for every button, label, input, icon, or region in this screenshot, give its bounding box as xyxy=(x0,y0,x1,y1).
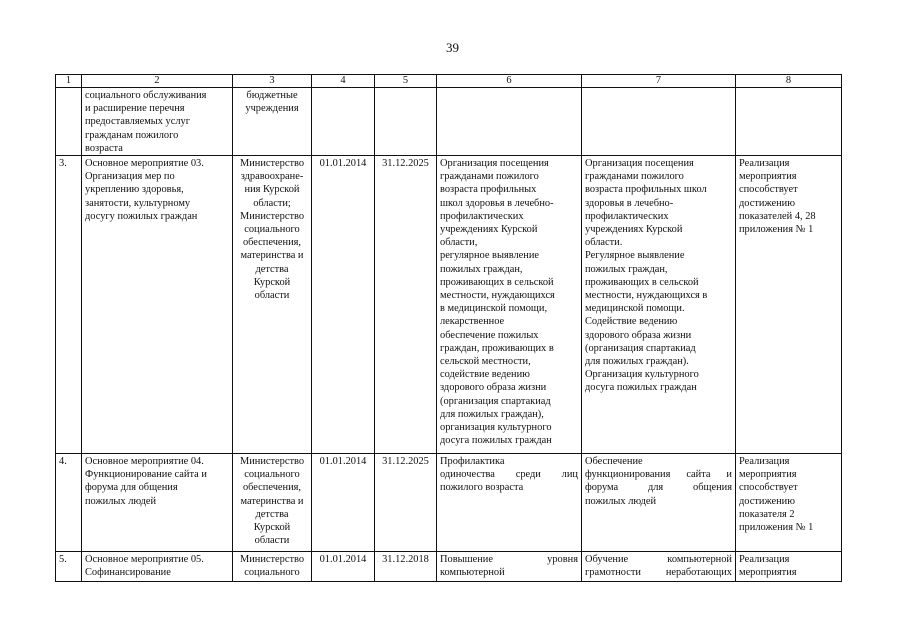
cell-line: Министерство xyxy=(239,158,305,170)
indicator-link-cell xyxy=(736,454,842,552)
result-description-cell xyxy=(437,552,582,582)
start-date-cell xyxy=(312,88,375,156)
cell-line: показателей 4, 28 xyxy=(739,210,816,222)
cell-line: содействие ведению xyxy=(440,369,530,381)
header-cell: 6 xyxy=(437,75,582,88)
cell-line: грамотности неработающих xyxy=(585,567,732,579)
cell-line: социального xyxy=(244,469,300,481)
cell-line: области, xyxy=(440,237,478,249)
cell-line: приложения № 1 xyxy=(739,522,814,534)
implementation-cell xyxy=(582,88,736,156)
cell-line: приложения № 1 xyxy=(739,224,814,236)
result-description-cell xyxy=(437,454,582,552)
header-cell: 3 xyxy=(233,75,312,88)
cell-line: сельской местности, xyxy=(440,356,531,368)
cell-line: области; xyxy=(253,197,291,209)
end-date-cell: 31.12.2018 xyxy=(375,552,437,582)
cell-line: мероприятия xyxy=(739,171,797,183)
cell-line: Министерство xyxy=(239,554,305,566)
cell-line: здоровья в лечебно- xyxy=(585,197,674,209)
cell-line: пожилых людей xyxy=(585,495,657,507)
cell-line: Содействие ведению xyxy=(585,316,678,328)
cell-line: возраста профильных xyxy=(440,184,537,196)
cell-line: организация культурного xyxy=(440,422,552,434)
executor-cell xyxy=(233,454,312,552)
cell-line: обеспечения, xyxy=(242,237,302,249)
cell-line: в медицинской помощи, xyxy=(440,303,548,315)
cell-line: ния Курской xyxy=(244,184,300,196)
cell-line: мероприятия xyxy=(739,469,797,481)
measure-name-cell xyxy=(82,454,233,552)
cell-line: социального xyxy=(244,567,300,579)
cell-line: гражданам пожилого xyxy=(85,129,179,141)
table-row xyxy=(56,454,842,552)
table-row xyxy=(56,88,842,156)
cell-line: Организация посещения xyxy=(440,158,549,170)
cell-line: предоставляемых услуг xyxy=(85,116,191,128)
executor-cell xyxy=(233,156,312,454)
cell-line: области xyxy=(254,290,290,302)
cell-line: для пожилых граждан), xyxy=(440,408,544,420)
cell-line: пожилых граждан, xyxy=(440,263,523,275)
indicator-link-cell xyxy=(736,88,842,156)
cell-line: материнства и xyxy=(240,495,304,507)
indicator-link-cell xyxy=(736,156,842,454)
implementation-cell xyxy=(582,156,736,454)
implementation-cell xyxy=(582,454,736,552)
cell-line: детства xyxy=(255,263,289,275)
executor-cell xyxy=(233,88,312,156)
cell-line: способствует xyxy=(739,184,798,196)
cell-line: Организация мер по xyxy=(85,171,175,183)
cell-line: (организация спартакиад xyxy=(440,395,551,407)
cell-line: проживающих в сельской xyxy=(585,276,699,288)
cell-line: учреждениях Курской xyxy=(585,224,683,236)
cell-line: Функционирование сайта и xyxy=(85,469,207,481)
cell-line: школ здоровья в лечебно- xyxy=(440,197,554,209)
header-cell: 8 xyxy=(736,75,842,88)
cell-line: Обеспечение xyxy=(585,456,643,468)
row-number-cell: 3. xyxy=(56,156,82,454)
header-cell: 1 xyxy=(56,75,82,88)
cell-line: Профилактика xyxy=(440,456,505,468)
measure-name-cell xyxy=(82,552,233,582)
measure-name-cell xyxy=(82,88,233,156)
cell-line: Организация культурного xyxy=(585,369,699,381)
cell-line: медицинской помощи. xyxy=(585,303,685,315)
end-date-cell: 31.12.2025 xyxy=(375,156,437,454)
table-header-row xyxy=(56,75,842,88)
cell-line: Курской xyxy=(253,522,291,534)
cell-line: (организация спартакиад xyxy=(585,342,696,354)
table-row xyxy=(56,552,842,582)
row-number-cell: 5. xyxy=(56,552,82,582)
start-date-cell: 01.01.2014 xyxy=(312,156,375,454)
cell-line: гражданами пожилого xyxy=(440,171,539,183)
cell-line: для пожилых граждан). xyxy=(585,356,689,368)
cell-line: Организация посещения xyxy=(585,158,694,170)
cell-line: детства xyxy=(255,508,289,520)
cell-line: и расширение перечня xyxy=(85,103,185,115)
cell-line: материнства и xyxy=(240,250,304,262)
cell-line: пожилых людей xyxy=(85,495,157,507)
cell-line: местности, нуждающихся в xyxy=(585,290,708,302)
cell-line: достижению xyxy=(739,197,795,209)
cell-line: проживающих в сельской xyxy=(440,276,554,288)
cell-line: Обучение компьютерной xyxy=(585,554,732,566)
result-description-cell xyxy=(437,88,582,156)
cell-line: здорового образа жизни xyxy=(440,382,547,394)
cell-line: обеспечения, xyxy=(242,482,302,494)
indicator-link-cell xyxy=(736,552,842,582)
cell-line: граждан, проживающих в xyxy=(440,342,554,354)
cell-line: лекарственное xyxy=(440,316,505,328)
cell-line: профилактических xyxy=(440,210,524,222)
cell-line: одиночества среди лиц xyxy=(440,469,578,481)
cell-line: регулярное выявление xyxy=(440,250,540,262)
cell-line: укреплению здоровья, xyxy=(85,184,184,196)
measures-table xyxy=(55,74,842,582)
cell-line: возраста xyxy=(85,142,123,154)
cell-line: занятости, культурному xyxy=(85,197,191,209)
cell-line: профилактических xyxy=(585,210,669,222)
cell-line: здорового образа жизни xyxy=(585,329,692,341)
cell-line: досугу пожилых граждан xyxy=(85,210,198,222)
cell-line: Повышение уровня xyxy=(440,554,578,566)
cell-line: области xyxy=(254,535,290,547)
header-cell: 7 xyxy=(582,75,736,88)
end-date-cell xyxy=(375,88,437,156)
measure-name-cell xyxy=(82,156,233,454)
cell-line: достижению xyxy=(739,495,795,507)
header-cell: 4 xyxy=(312,75,375,88)
cell-line: учреждения xyxy=(245,103,299,115)
cell-line: функционирования сайта и xyxy=(585,469,732,481)
cell-line: Министерство xyxy=(239,210,305,222)
cell-line: пожилого возраста xyxy=(440,482,524,494)
cell-line: показателя 2 xyxy=(739,508,795,520)
end-date-cell: 31.12.2025 xyxy=(375,454,437,552)
cell-line: форума для общения xyxy=(85,482,178,494)
cell-line: компьютерной xyxy=(440,567,505,579)
cell-line: местности, нуждающихся xyxy=(440,290,555,302)
cell-line: досуга пожилых граждан xyxy=(585,382,697,394)
start-date-cell: 01.01.2014 xyxy=(312,454,375,552)
cell-line: социального обслуживания xyxy=(85,90,207,101)
cell-line: области. xyxy=(585,237,623,249)
page-number: 39 xyxy=(446,40,459,55)
cell-line: пожилых граждан, xyxy=(585,263,668,275)
cell-line: гражданами пожилого xyxy=(585,171,684,183)
executor-cell xyxy=(233,552,312,582)
cell-line: Курской xyxy=(253,276,291,288)
row-number-cell: 4. xyxy=(56,454,82,552)
cell-line: мероприятия xyxy=(739,567,797,579)
cell-line: учреждениях Курской xyxy=(440,224,538,236)
cell-line: Регулярное выявление xyxy=(585,250,685,262)
cell-line: Реализация xyxy=(739,554,790,566)
cell-line: возраста профильных школ xyxy=(585,184,707,196)
cell-line: способствует xyxy=(739,482,798,494)
row-number-cell xyxy=(56,88,82,156)
header-cell: 5 xyxy=(375,75,437,88)
result-description-cell xyxy=(437,156,582,454)
cell-line: досуга пожилых граждан xyxy=(440,435,552,447)
cell-line: Основное мероприятие 05. xyxy=(85,554,204,566)
cell-line: Софинансирование xyxy=(85,567,171,579)
cell-line: здравоохране- xyxy=(240,171,304,183)
cell-line: форума для общения xyxy=(585,482,732,494)
cell-line: Министерство xyxy=(239,456,305,468)
header-cell: 2 xyxy=(82,75,233,88)
table-row xyxy=(56,156,842,454)
cell-line: Реализация xyxy=(739,456,790,468)
cell-line: обеспечение пожилых xyxy=(440,329,539,341)
cell-line: бюджетные xyxy=(246,90,298,101)
cell-line: Основное мероприятие 03. xyxy=(85,158,204,170)
implementation-cell xyxy=(582,552,736,582)
cell-line: Основное мероприятие 04. xyxy=(85,456,204,468)
cell-line: социального xyxy=(244,224,300,236)
start-date-cell: 01.01.2014 xyxy=(312,552,375,582)
cell-line: Реализация xyxy=(739,158,790,170)
